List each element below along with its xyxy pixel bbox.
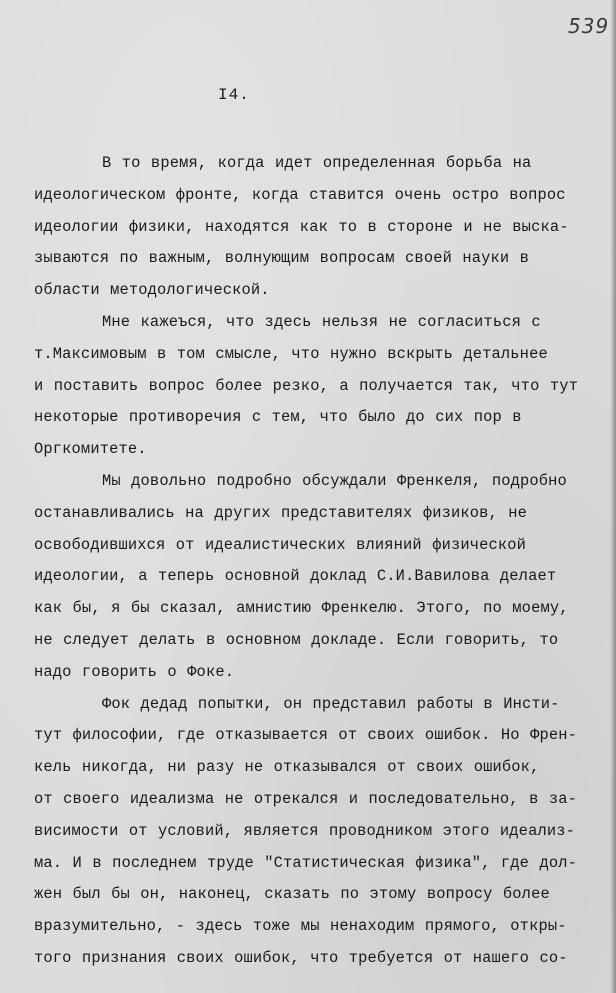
text-line: вразумительно, - здесь тоже мы ненаходим прямого, откры- [34, 917, 567, 936]
text-line: и поставить вопрос более резко, а получается так, что тут [34, 376, 578, 395]
text-line: тут философии, где отказывается от своих ошибок. Но Френ- [34, 726, 577, 745]
text-line: области методологической. [34, 281, 270, 300]
page-edge-shadow [610, 0, 616, 993]
text-line: идеологическом фронте, когда ставится очень остро вопрос [34, 185, 566, 204]
text-line: жен был бы он, наконец, сказать по этому вопросу более [34, 885, 550, 904]
text-line: идеологии физики, находятся как то в стороне и не выска- [34, 217, 569, 236]
text-line: идеологии, а теперь основной доклад С.И.Вавилова делает [34, 567, 557, 586]
text-line: надо говорить о Фоке. [34, 662, 235, 681]
text-line: освободившихся от идеалистических влияний физической [34, 535, 527, 554]
text-line: останавливались на других представителях физиков, не [34, 503, 528, 522]
text-line: Мы довольно подробно обсуждали Френкеля, подробно [102, 471, 567, 490]
text-line: В то время, когда идет определенная борьба на [102, 154, 532, 172]
text-line: от своего идеализма не отрекался и последовательно, в за- [34, 789, 577, 808]
paragraph [34, 148, 594, 307]
text-line: как бы, я бы сказал, амнистию Френкелю. Этого, по моему, [34, 599, 569, 618]
text-line: кель никогда, ни разу не отказывался от своих ошибок, [34, 758, 540, 777]
text-line: т.Максимовым в том смысле, что нужно вскрыть детальнее [34, 344, 548, 363]
paragraph [34, 689, 594, 975]
text-line: Мне кажеъся, что здесь нельзя не согласиться с [102, 312, 541, 331]
folio-number: 539 [568, 14, 610, 38]
text-line: ма. И в последнем труде "Статистическая физика", где дол- [34, 853, 577, 872]
text-line: не следует делать в основном докладе. Если говорить, то [34, 630, 559, 649]
text-line: зываются по важным, волнующим вопросам своей науки в [34, 249, 530, 268]
body-text [34, 148, 594, 975]
page-number: I4. [218, 86, 250, 104]
paragraph [34, 307, 594, 466]
text-line: того признания своих ошибок, что требуется от нашего со- [34, 948, 568, 967]
text-line: Фок дедад попытки, он представил работы в Инсти- [102, 694, 560, 713]
text-line: висимости от условий, является проводником этого идеализ- [34, 821, 575, 840]
text-line: некоторые противоречия с тем, что было до сих пор в [34, 408, 522, 427]
paragraph [34, 466, 594, 689]
text-line: Оргкомитете. [34, 440, 147, 459]
